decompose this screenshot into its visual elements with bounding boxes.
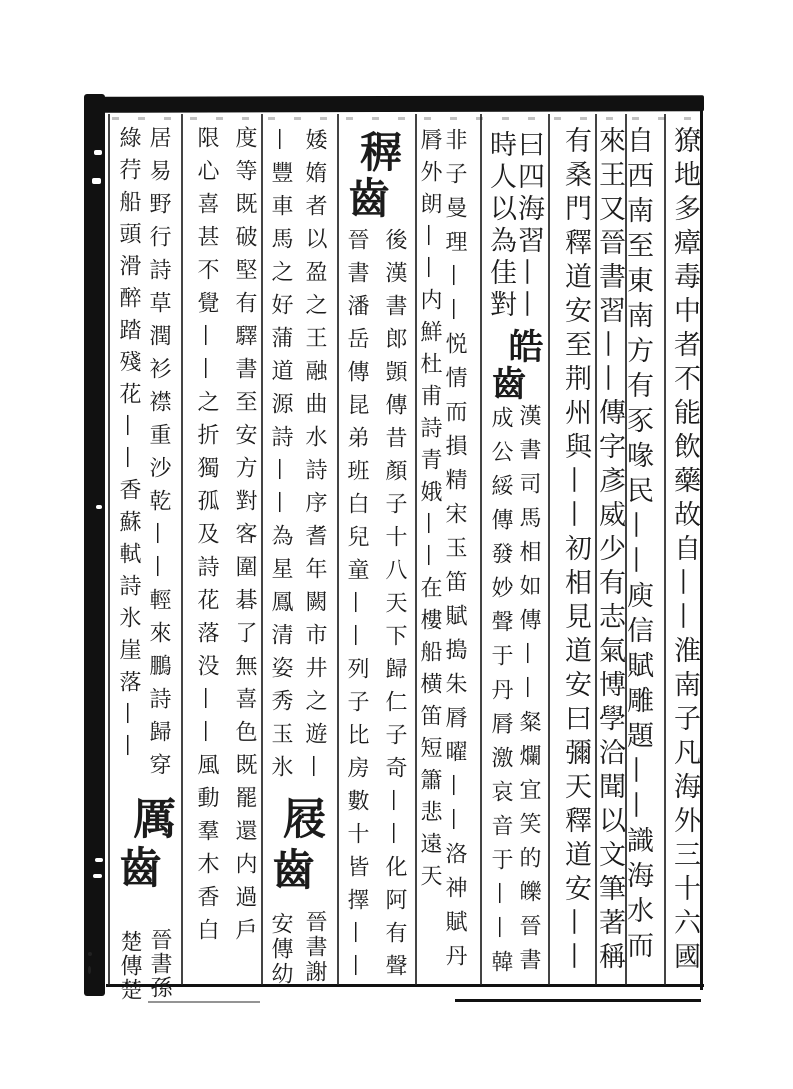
page-border-bottom-outer-faint	[148, 1001, 260, 1003]
headword-li-chi: 厲齒	[112, 796, 176, 894]
column-8-note-right: 婑媠者以盈之王融曲水詩序耆年闕市井之遊—	[302, 128, 327, 788]
column-3-text: 來王又晉書習——傳字彥威少有志氣博學洽聞以文筆著稱	[594, 126, 625, 976]
column-6-note-left: 脣外朗——内鮮杜甫詩青娥——在樓船横笛短簫悲遠天	[417, 128, 442, 896]
column-rule	[548, 114, 550, 985]
column-5-note-right: 漢書司馬相如傳——粲爛宜笑的皪晉書	[516, 404, 541, 982]
scan-dust-ticks	[112, 117, 698, 120]
column-8-note-left: —豐車馬之好蒲道源詩——為星鳳清姿秀玉氷	[268, 128, 293, 788]
page-border-top	[98, 95, 704, 113]
headword-zhi-chi: 稺齒	[342, 130, 403, 222]
column-8-tail-right: 晉書謝	[302, 910, 327, 985]
headword-ji-chi: 屐齒	[265, 796, 326, 898]
column-8-tail-left: 安傳幼	[268, 912, 293, 987]
scan-speck	[95, 858, 103, 862]
column-10-tail-right: 晉書孫	[147, 928, 172, 1000]
headword-hao-chi: 皓齒	[486, 328, 544, 402]
column-rule	[108, 114, 110, 985]
scan-speck	[96, 505, 102, 509]
column-7-note-left: 晉書潘岳傳昆弟班白兒童——列子比房數十皆擇——	[344, 228, 369, 987]
column-rule	[181, 114, 183, 985]
column-rule	[337, 114, 339, 985]
column-10-tail-left: 楚傳楚	[117, 930, 142, 1002]
column-4-text: 有桑門釋道安至荆州與——初相見道安曰彌天釋道安——	[560, 126, 591, 976]
column-rule	[480, 114, 482, 985]
column-rule	[261, 114, 263, 985]
column-10-note-right: 居易野行詩草潤衫襟重沙乾——輕來鵬詩歸穿	[146, 126, 171, 786]
column-rule	[664, 114, 666, 985]
page-border-bottom-outer	[455, 999, 701, 1002]
column-5-top-right-text: 曰四海習——	[513, 130, 544, 322]
column-9-note-right: 度等既破堅有驛書至安方對客圍碁了無喜色既罷還内過戶	[232, 126, 257, 951]
column-7-note-right: 後漢書郎顗傳昔顏子十八天下歸仁子奇——化阿有聲	[382, 228, 407, 987]
scan-speck	[92, 178, 101, 184]
page-border-right	[700, 108, 703, 990]
column-6-note-right: 非子曼理——悦情而損精宋玉笛賦搗朱脣曜——洛神賦丹	[442, 128, 467, 978]
column-5-top-left-text: 時人以為佳對	[485, 130, 516, 322]
column-5-note-left: 成公綏傳發妙聲于丹脣激哀音于——韓	[488, 406, 513, 984]
column-9-note-left: 限心喜甚不覺——之折獨孤及詩花落没——風動羣木香白	[194, 126, 219, 951]
column-2-text: 自西南至東南方有豕喙民——庾信賦雕題——識海水而	[622, 126, 653, 966]
scan-dot	[88, 952, 92, 956]
column-10-note-left: 綠荇船頭滑醉踏殘花——香蘇軾詩氷崖落——	[116, 126, 141, 766]
column-1-text: 獠地多瘴毒中者不能飲藥故自——淮南子凡海外三十六國	[669, 126, 700, 976]
scan-speck	[94, 150, 102, 155]
scan-dot	[88, 966, 91, 974]
scan-speck	[93, 874, 102, 878]
